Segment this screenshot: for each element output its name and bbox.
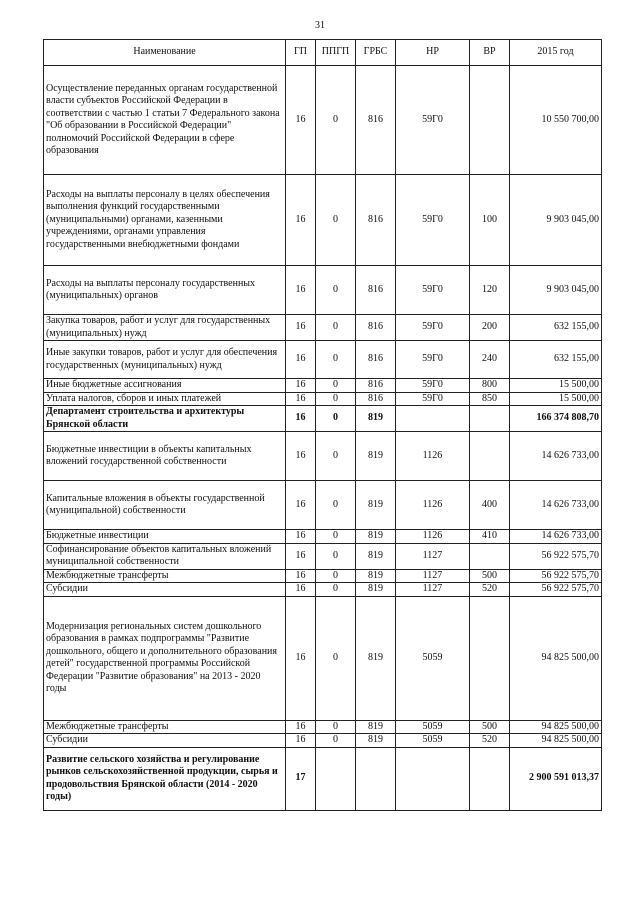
cell-gp: 16 [286, 734, 316, 748]
table-row [44, 747, 602, 810]
cell-grbs: 819 [356, 734, 396, 748]
header-year: 2015 год [510, 40, 602, 66]
cell-vr [470, 543, 510, 569]
cell-vr: 400 [470, 481, 510, 530]
cell-ppgp: 0 [316, 341, 356, 379]
cell-gp: 16 [286, 66, 316, 175]
cell-name: Софинансирование объектов капитальных вложений муниципальной собственности [44, 543, 286, 569]
cell-np: 1127 [396, 583, 470, 597]
cell-gp: 16 [286, 583, 316, 597]
cell-np [396, 406, 470, 432]
cell-name: Субсидии [44, 583, 286, 597]
cell-vr: 240 [470, 341, 510, 379]
cell-amount: 632 155,00 [510, 315, 602, 341]
cell-gp: 16 [286, 341, 316, 379]
cell-amount: 56 922 575,70 [510, 583, 602, 597]
table-row [44, 481, 602, 530]
cell-ppgp: 0 [316, 530, 356, 544]
cell-amount: 14 626 733,00 [510, 432, 602, 481]
cell-np: 1126 [396, 481, 470, 530]
cell-ppgp: 0 [316, 583, 356, 597]
cell-np: 5059 [396, 734, 470, 748]
header-ppgp: ППГП [316, 40, 356, 66]
cell-gp: 16 [286, 175, 316, 266]
cell-ppgp: 0 [316, 481, 356, 530]
cell-vr [470, 596, 510, 720]
cell-amount: 14 626 733,00 [510, 530, 602, 544]
cell-vr: 410 [470, 530, 510, 544]
cell-name: Иные закупки товаров, работ и услуг для обеспечения государственных (муниципальных) нужд [44, 341, 286, 379]
cell-amount: 632 155,00 [510, 341, 602, 379]
table-row [44, 341, 602, 379]
table-row [44, 379, 602, 393]
cell-vr: 850 [470, 392, 510, 406]
cell-name: Уплата налогов, сборов и иных платежей [44, 392, 286, 406]
cell-np [396, 747, 470, 810]
cell-vr [470, 406, 510, 432]
cell-vr [470, 66, 510, 175]
cell-ppgp: 0 [316, 406, 356, 432]
cell-grbs: 816 [356, 379, 396, 393]
cell-np: 1126 [396, 530, 470, 544]
cell-np: 1127 [396, 543, 470, 569]
cell-ppgp: 0 [316, 543, 356, 569]
cell-np: 59Г0 [396, 66, 470, 175]
cell-np: 5059 [396, 596, 470, 720]
cell-np: 59Г0 [396, 341, 470, 379]
cell-gp: 16 [286, 315, 316, 341]
cell-np: 59Г0 [396, 315, 470, 341]
cell-amount: 9 903 045,00 [510, 175, 602, 266]
cell-gp: 16 [286, 379, 316, 393]
cell-np: 1127 [396, 569, 470, 583]
cell-vr [470, 432, 510, 481]
table-row [44, 266, 602, 315]
cell-vr: 500 [470, 720, 510, 734]
cell-amount: 94 825 500,00 [510, 596, 602, 720]
cell-vr: 200 [470, 315, 510, 341]
cell-grbs: 819 [356, 720, 396, 734]
cell-np: 59Г0 [396, 175, 470, 266]
table-row [44, 406, 602, 432]
header-gp: ГП [286, 40, 316, 66]
table-row [44, 596, 602, 720]
cell-gp: 16 [286, 392, 316, 406]
cell-grbs: 816 [356, 266, 396, 315]
cell-gp: 16 [286, 432, 316, 481]
cell-ppgp: 0 [316, 266, 356, 315]
cell-amount: 56 922 575,70 [510, 569, 602, 583]
cell-gp: 17 [286, 747, 316, 810]
cell-ppgp: 0 [316, 432, 356, 481]
cell-amount: 9 903 045,00 [510, 266, 602, 315]
cell-grbs: 816 [356, 392, 396, 406]
cell-grbs [356, 747, 396, 810]
cell-name: Межбюджетные трансферты [44, 569, 286, 583]
cell-np: 59Г0 [396, 379, 470, 393]
cell-name: Развитие сельского хозяйства и регулирование рынков сельскохозяйственной продукции, сырья и продовольствия Брянской области (2014 - 2020 годы) [44, 747, 286, 810]
cell-name: Бюджетные инвестиции в объекты капитальных вложений государственной собственности [44, 432, 286, 481]
cell-vr: 120 [470, 266, 510, 315]
table-row [44, 175, 602, 266]
cell-gp: 16 [286, 596, 316, 720]
header-vr: ВР [470, 40, 510, 66]
cell-grbs: 819 [356, 530, 396, 544]
cell-grbs: 819 [356, 406, 396, 432]
cell-ppgp: 0 [316, 66, 356, 175]
table-row [44, 530, 602, 544]
cell-vr: 520 [470, 583, 510, 597]
cell-name: Межбюджетные трансферты [44, 720, 286, 734]
cell-amount: 94 825 500,00 [510, 720, 602, 734]
cell-ppgp: 0 [316, 569, 356, 583]
cell-name: Бюджетные инвестиции [44, 530, 286, 544]
cell-amount: 10 550 700,00 [510, 66, 602, 175]
cell-grbs: 816 [356, 175, 396, 266]
cell-gp: 16 [286, 530, 316, 544]
cell-gp: 16 [286, 569, 316, 583]
cell-np: 1126 [396, 432, 470, 481]
cell-name: Департамент строительства и архитектуры Брянской области [44, 406, 286, 432]
cell-grbs: 819 [356, 583, 396, 597]
cell-np: 59Г0 [396, 266, 470, 315]
cell-name: Осуществление переданных органам государственной власти субъектов Российской Федерации в соответствии с частью 1 статьи 7 Федерального закона "Об образовании в Российской Федерации" полномочий Российской Федерации в сфере образования [44, 66, 286, 175]
cell-amount: 14 626 733,00 [510, 481, 602, 530]
cell-grbs: 816 [356, 66, 396, 175]
cell-vr: 500 [470, 569, 510, 583]
table-row [44, 392, 602, 406]
cell-gp: 16 [286, 266, 316, 315]
header-row [44, 40, 602, 66]
cell-amount: 94 825 500,00 [510, 734, 602, 748]
cell-amount: 2 900 591 013,37 [510, 747, 602, 810]
cell-ppgp: 0 [316, 175, 356, 266]
cell-vr: 520 [470, 734, 510, 748]
table-row [44, 583, 602, 597]
cell-name: Субсидии [44, 734, 286, 748]
cell-ppgp: 0 [316, 734, 356, 748]
cell-gp: 16 [286, 406, 316, 432]
table-row [44, 432, 602, 481]
cell-name: Капитальные вложения в объекты государственной (муниципальной) собственности [44, 481, 286, 530]
table-row [44, 720, 602, 734]
cell-name: Расходы на выплаты персоналу в целях обеспечения выполнения функций государственными (муниципальными) органами, казенными учреждениями, органами управления государственными внебюджетными фондами [44, 175, 286, 266]
budget-table [43, 39, 602, 811]
cell-gp: 16 [286, 543, 316, 569]
cell-name: Иные бюджетные ассигнования [44, 379, 286, 393]
cell-ppgp [316, 747, 356, 810]
cell-gp: 16 [286, 481, 316, 530]
cell-ppgp: 0 [316, 596, 356, 720]
cell-grbs: 816 [356, 315, 396, 341]
header-np: НР [396, 40, 470, 66]
table-row [44, 543, 602, 569]
cell-grbs: 819 [356, 569, 396, 583]
cell-amount: 56 922 575,70 [510, 543, 602, 569]
cell-gp: 16 [286, 720, 316, 734]
table-row [44, 734, 602, 748]
cell-amount: 166 374 808,70 [510, 406, 602, 432]
cell-np: 59Г0 [396, 392, 470, 406]
cell-ppgp: 0 [316, 315, 356, 341]
cell-amount: 15 500,00 [510, 379, 602, 393]
header-name: Наименование [44, 40, 286, 66]
cell-vr: 100 [470, 175, 510, 266]
cell-ppgp: 0 [316, 379, 356, 393]
cell-grbs: 819 [356, 543, 396, 569]
header-grbs: ГРБС [356, 40, 396, 66]
cell-ppgp: 0 [316, 720, 356, 734]
cell-name: Модернизация региональных систем дошкольного образования в рамках подпрограммы "Развитие дошкольного, общего и дополнительного образования детей" государственной программы Российской Федерации "Развитие образования" на 2013 - 2020 годы [44, 596, 286, 720]
cell-vr: 800 [470, 379, 510, 393]
cell-amount: 15 500,00 [510, 392, 602, 406]
page-number: 31 [315, 20, 325, 31]
cell-name: Закупка товаров, работ и услуг для государственных (муниципальных) нужд [44, 315, 286, 341]
cell-ppgp: 0 [316, 392, 356, 406]
table-row [44, 569, 602, 583]
table-row [44, 315, 602, 341]
cell-name: Расходы на выплаты персоналу государственных (муниципальных) органов [44, 266, 286, 315]
cell-grbs: 819 [356, 481, 396, 530]
cell-grbs: 819 [356, 596, 396, 720]
table-row [44, 66, 602, 175]
cell-grbs: 816 [356, 341, 396, 379]
cell-grbs: 819 [356, 432, 396, 481]
cell-np: 5059 [396, 720, 470, 734]
cell-vr [470, 747, 510, 810]
